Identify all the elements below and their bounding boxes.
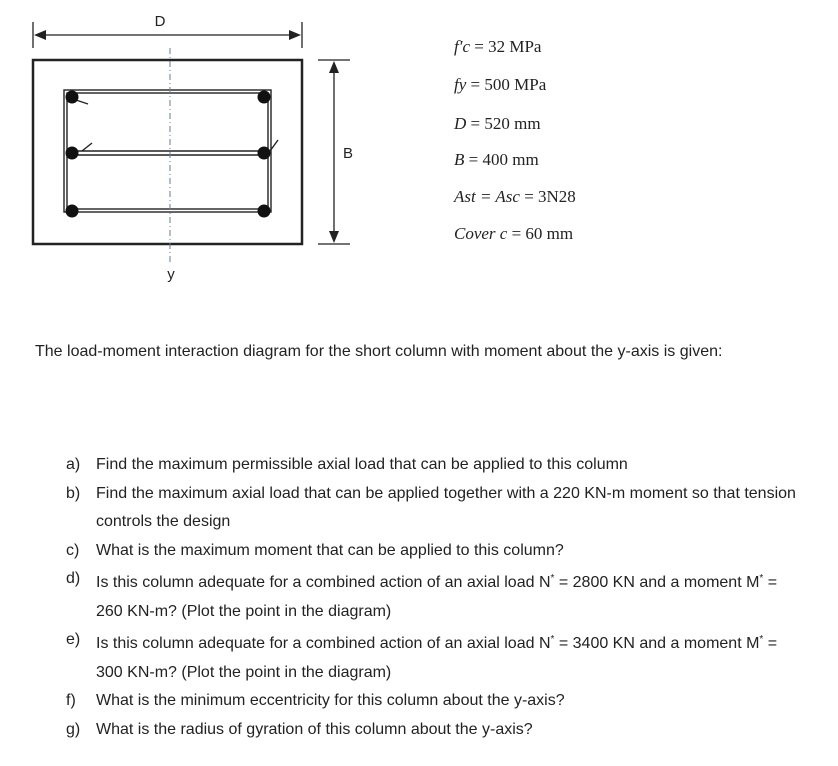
dimension-b-label: B [342,145,354,162]
property-d: D = 520 mm [454,114,541,133]
y-axis-label: y [167,266,175,283]
bar [258,147,271,160]
property-steel-area: Ast = Asc = 3N28 [454,187,576,206]
property-fc: f′c = 32 MPa [454,37,542,56]
bar [66,205,79,218]
bar [66,147,79,160]
stirrups [64,90,278,212]
bar [258,205,271,218]
dimension-d-label: D [154,13,166,30]
question-d: d) Is this column adequate for a combined action of an axial load N* = 2800 KN and a moment M* = 260 KN-m? (Plot the point in the diagram) [66,570,778,620]
bar [66,91,79,104]
question-g: g) What is the radius of gyration of this column about the y-axis? [66,720,533,738]
question-b: b) Find the maximum axial load that can be applied together with a 220 KN-m moment so that tension controls the design [66,484,796,530]
bar [258,91,271,104]
question-c: c) What is the maximum moment that can be applied to this column? [66,541,564,559]
intro-paragraph: The load-moment interaction diagram for the short column with moment about the y-axis is given: [35,343,723,360]
property-fy: fy = 500 MPa [454,75,547,94]
question-f: f) What is the minimum eccentricity for this column about the y-axis? [66,692,565,709]
question-list [66,451,796,744]
property-b: B = 400 mm [454,150,539,169]
dimension-d [33,22,302,48]
column-section-diagram [0,0,420,300]
question-e: e) Is this column adequate for a combined action of an axial load N* = 3400 KN and a moment M* = 300 KN-m? (Plot the point in the diagram) [66,631,778,681]
question-a: a) Find the maximum permissible axial load that can be applied to this column [66,456,628,473]
property-cover: Cover c = 60 mm [454,224,574,243]
reinforcement-bars [66,91,271,218]
